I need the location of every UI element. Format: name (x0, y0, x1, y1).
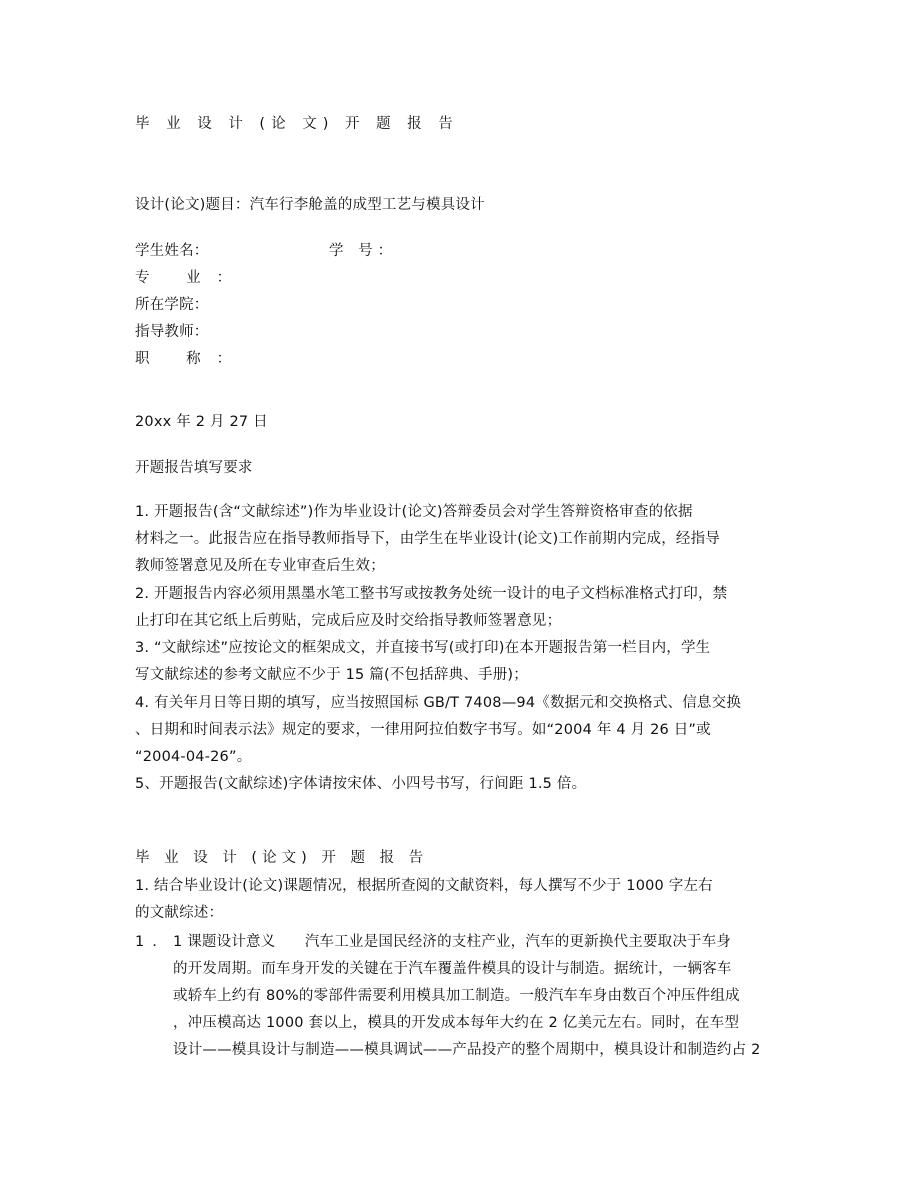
student-name-label: 学生姓名： (135, 243, 209, 259)
date-line: 20xx 年 2 月 27 日 (135, 414, 268, 430)
requirement-line: 材料之一。此报告应在指导教师指导下，由学生在毕业设计(论文)工作前期内完成，经指导 (135, 531, 721, 547)
requirement-line: 写文献综述的参考文献应不少于 15 篇(不包括辞典、手册)； (135, 667, 528, 683)
requirement-line: 3. “文献综述”应按论文的框架成文，并直接书写(或打印)在本开题报告第一栏目内，学生 (135, 640, 711, 656)
topic-line: 设计(论文)题目：汽车行李舱盖的成型工艺与模具设计 (135, 197, 485, 213)
item-line: 的开发周期。而车身开发的关键在于汽车覆盖件模具的设计与制造。据统计，一辆客车 (173, 961, 732, 977)
requirement-line: “2004-04-26”。 (135, 749, 252, 765)
requirement-line: 1. 开题报告(含“文献综述”)作为毕业设计(论文)答辩委员会对学生答辩资格审查的依据 (135, 504, 693, 520)
requirement-line: 教师签署意见及所在专业审查后生效； (135, 558, 385, 574)
item-line: ，冲压模高达 1000 套以上，模具的开发成本每年大约在 2 亿美元左右。同时，在车型 (173, 1015, 740, 1031)
requirement-line: 2. 开题报告内容必须用黑墨水笔工整书写或按教务处统一设计的电子文档标准格式打印，禁 (135, 586, 728, 602)
section-intro-line: 1. 结合毕业设计(论文)课题情况，根据所查阅的文献资料，每人撰写不少于 1000 字左右 (135, 878, 713, 894)
item-number: 1. (135, 934, 165, 950)
section-intro-line: 的文献综述： (135, 905, 224, 921)
item-line: 设计——模具设计与制造——模具调试——产品投产的整个周期中，模具设计和制造约占 2 (173, 1042, 761, 1058)
requirements-heading: 开题报告填写要求 (135, 460, 253, 476)
requirement-line: 4. 有关年月日等日期的填写，应当按照国标 GB/T 7408—94《数据元和交换格式、信息交换 (135, 695, 742, 711)
cover-heading: 毕 业 设 计 (论 文) 开 题 报 告 (135, 116, 459, 132)
college-label: 所在学院： (135, 297, 209, 313)
student-id-label: 学 号： (329, 243, 398, 259)
section-heading: 毕 业 设 计 (论文) 开 题 报 告 (135, 850, 429, 866)
title-rank-label: 职 称： (135, 351, 248, 367)
requirement-line: 止打印在其它纸上后剪贴，完成后应及时交给指导教师签署意见； (135, 613, 562, 629)
item-line: 1 课题设计意义 汽车工业是国民经济的支柱产业，汽车的更新换代主要取决于车身 (173, 934, 732, 950)
item-line: 或轿车上约有 80%的零部件需要利用模具加工制造。一般汽车车身由数百个冲压件组成 (173, 988, 740, 1004)
requirement-line: 5、开题报告(文献综述)字体请按宋体、小四号书写，行间距 1.5 倍。 (135, 776, 587, 792)
major-label: 专 业： (135, 270, 248, 286)
advisor-label: 指导教师： (135, 324, 209, 340)
requirement-line: 、日期和时间表示法》规定的要求，一律用阿拉伯数字书写。如“2004 年 4 月 26 日”或 (135, 722, 711, 738)
